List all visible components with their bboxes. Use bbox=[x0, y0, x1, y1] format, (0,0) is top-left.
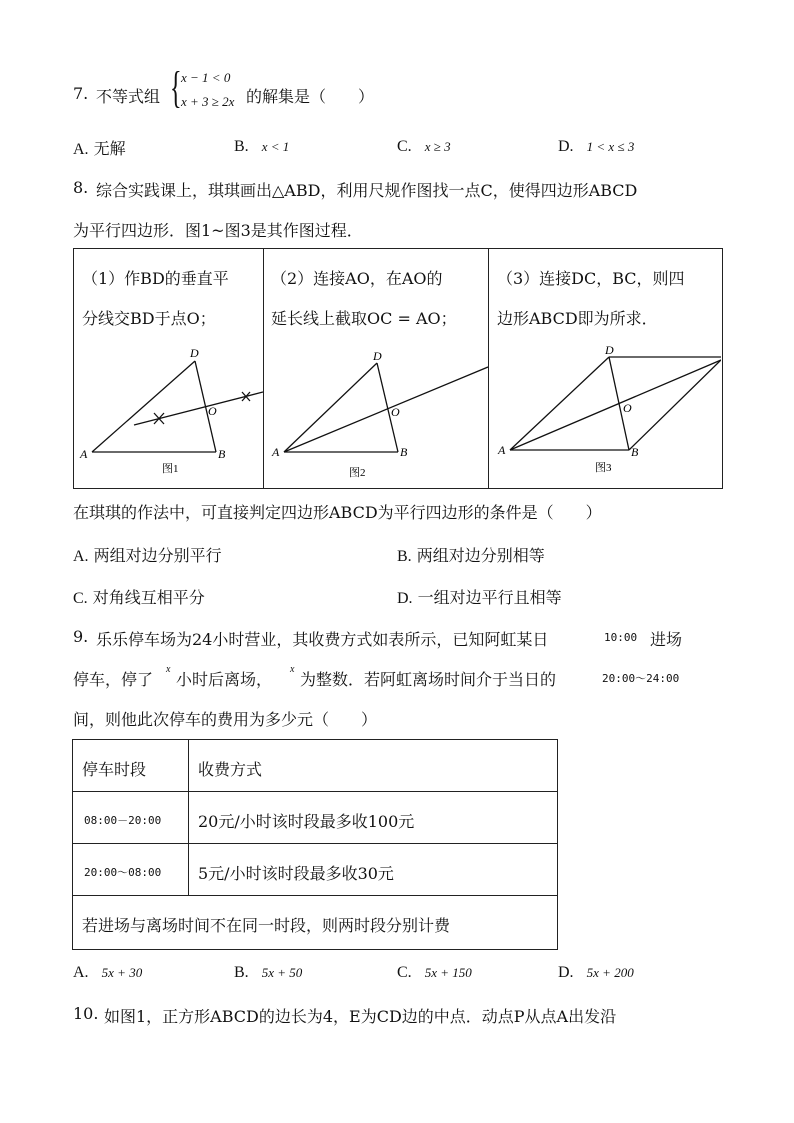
point-label-b: B bbox=[218, 447, 226, 461]
table-row-fee: 5元/小时该时段最多收30元 bbox=[198, 864, 394, 883]
segment-ad bbox=[510, 357, 609, 450]
point-label-a: A bbox=[272, 445, 280, 459]
figure-3 bbox=[489, 340, 721, 486]
q9-line2-time: 20:00～24:00 bbox=[602, 672, 680, 685]
table-column-divider bbox=[188, 739, 189, 896]
table-footer-note: 若进场与离场时间不在同一时段，则两时段分别计费 bbox=[82, 916, 451, 935]
point-label-b: B bbox=[631, 445, 639, 459]
q9-option-c[interactable] bbox=[397, 962, 472, 982]
q8-number: 8. bbox=[73, 178, 89, 197]
option-letter: B. bbox=[234, 138, 249, 155]
q7-option-b[interactable] bbox=[234, 136, 289, 156]
q7-inequality-1: x − 1 < 0 bbox=[181, 70, 231, 85]
q8-line1: 综合实践课上，琪琪画出△ABD，利用尺规作图找一点C，使得四边形ABCD bbox=[96, 181, 638, 200]
panel2-text-line2: 延长线上截取OC = AO； bbox=[271, 309, 457, 328]
q9-var-x: x bbox=[290, 664, 295, 675]
option-text: x < 1 bbox=[261, 139, 290, 154]
q7-option-a[interactable] bbox=[73, 136, 126, 159]
q9-option-b[interactable] bbox=[234, 962, 302, 982]
table-row-fee: 20元/小时该时段最多收100元 bbox=[198, 812, 415, 831]
option-text: 5x + 150 bbox=[424, 965, 472, 980]
option-letter: B. bbox=[397, 548, 412, 565]
q9-option-a[interactable] bbox=[73, 962, 142, 982]
option-letter: A. bbox=[73, 964, 89, 981]
panel3-text-line1: （3）连接DC，BC，则四 bbox=[497, 269, 685, 288]
q8-option-a[interactable] bbox=[73, 543, 222, 566]
point-label-d: D bbox=[605, 343, 614, 357]
arc-mark bbox=[154, 413, 164, 424]
table-row-period: 20:00～08:00 bbox=[84, 866, 162, 879]
q9-line1-time: 10:00 bbox=[604, 631, 638, 644]
table-row-period: 08:00－20:00 bbox=[84, 814, 162, 827]
q9-line3: 间，则他此次停车的费用为多少元（ ） bbox=[73, 710, 378, 729]
point-label-a: A bbox=[498, 443, 506, 457]
figure-2 bbox=[264, 340, 488, 486]
option-text: 对角线互相平分 bbox=[92, 588, 205, 607]
option-text: 5x + 200 bbox=[586, 965, 634, 980]
option-letter: B. bbox=[234, 964, 249, 981]
panel1-text-line1: （1）作BD的垂直平 bbox=[82, 269, 229, 288]
segment-ad bbox=[92, 361, 195, 452]
q7-stem-suffix: 的解集是（ ） bbox=[246, 87, 375, 106]
q7-option-c[interactable] bbox=[397, 136, 451, 156]
option-letter: C. bbox=[397, 138, 412, 155]
option-letter: C. bbox=[397, 964, 412, 981]
table-row-divider bbox=[72, 895, 557, 896]
point-label-o: O bbox=[208, 404, 217, 418]
q9-line2-cond: 为整数．若阿虹离场时间介于当日的 bbox=[300, 670, 557, 689]
segment-ad bbox=[284, 363, 377, 452]
brace-symbol: { bbox=[170, 63, 182, 112]
point-label-o: O bbox=[623, 401, 632, 415]
q10-number: 10. bbox=[73, 1004, 99, 1023]
segment-bc bbox=[629, 360, 721, 450]
table-header-period: 停车时段 bbox=[82, 760, 147, 779]
table-row-divider bbox=[72, 791, 557, 792]
q10-line1: 如图1，正方形ABCD的边长为4，E为CD边的中点．动点P从点A出发沿 bbox=[104, 1007, 617, 1026]
option-text: 无解 bbox=[93, 139, 126, 158]
point-label-d: D bbox=[190, 346, 199, 360]
figure-caption: 图2 bbox=[349, 467, 366, 479]
segment-ao-extended bbox=[284, 367, 488, 452]
q8-question: 在琪琪的作法中，可直接判定四边形ABCD为平行四边形的条件是（ ） bbox=[73, 503, 602, 522]
q8-option-b[interactable] bbox=[397, 543, 545, 566]
diagonal-ac bbox=[510, 360, 721, 450]
figure-1 bbox=[74, 340, 263, 486]
q9-line2-mid: 小时后离场， bbox=[176, 670, 273, 689]
option-text: 两组对边分别相等 bbox=[416, 546, 545, 565]
option-text: 一组对边平行且相等 bbox=[417, 588, 562, 607]
q9-line1-end: 进场 bbox=[650, 630, 683, 649]
option-letter: D. bbox=[558, 138, 574, 155]
point-label-a: A bbox=[80, 447, 88, 461]
q8-option-c[interactable] bbox=[73, 585, 205, 608]
q9-option-d[interactable] bbox=[558, 962, 634, 982]
option-letter: C. bbox=[73, 590, 88, 607]
table-row-divider bbox=[72, 843, 557, 844]
option-letter: D. bbox=[558, 964, 574, 981]
point-label-d: D bbox=[373, 349, 382, 363]
point-label-o: O bbox=[391, 405, 400, 419]
q7-stem-prefix: 不等式组 bbox=[96, 87, 161, 106]
q9-line2-start: 停车，停了 bbox=[73, 670, 154, 689]
option-text: 5x + 30 bbox=[101, 965, 143, 980]
q7-inequality-2: x + 3 ≥ 2x bbox=[181, 94, 235, 109]
panel1-text-line2: 分线交BD于点O； bbox=[82, 309, 216, 328]
q9-var-x: x bbox=[166, 664, 171, 675]
option-text: x ≥ 3 bbox=[424, 139, 451, 154]
table-header-fee: 收费方式 bbox=[198, 760, 263, 779]
option-text: 两组对边分别平行 bbox=[93, 546, 222, 565]
q7-number: 7. bbox=[73, 84, 89, 103]
q8-option-d[interactable] bbox=[397, 585, 562, 608]
q8-line2: 为平行四边形．图1~图3是其作图过程． bbox=[73, 221, 363, 240]
figure-caption: 图3 bbox=[595, 462, 612, 474]
q9-number: 9. bbox=[73, 627, 89, 646]
option-letter: D. bbox=[397, 590, 413, 607]
panel2-text-line1: （2）连接AO，在AO的 bbox=[271, 269, 443, 288]
option-text: 5x + 50 bbox=[261, 965, 303, 980]
option-text: 1 < x ≤ 3 bbox=[586, 139, 635, 154]
q7-option-d[interactable] bbox=[558, 136, 634, 156]
q9-line1: 乐乐停车场为24小时营业，其收费方式如表所示，已知阿虹某日 bbox=[96, 630, 549, 649]
panel3-text-line2: 边形ABCD即为所求． bbox=[497, 309, 658, 328]
point-label-b: B bbox=[400, 445, 408, 459]
option-letter: A. bbox=[73, 141, 89, 158]
figure-caption: 图1 bbox=[162, 463, 179, 475]
option-letter: A. bbox=[73, 548, 89, 565]
